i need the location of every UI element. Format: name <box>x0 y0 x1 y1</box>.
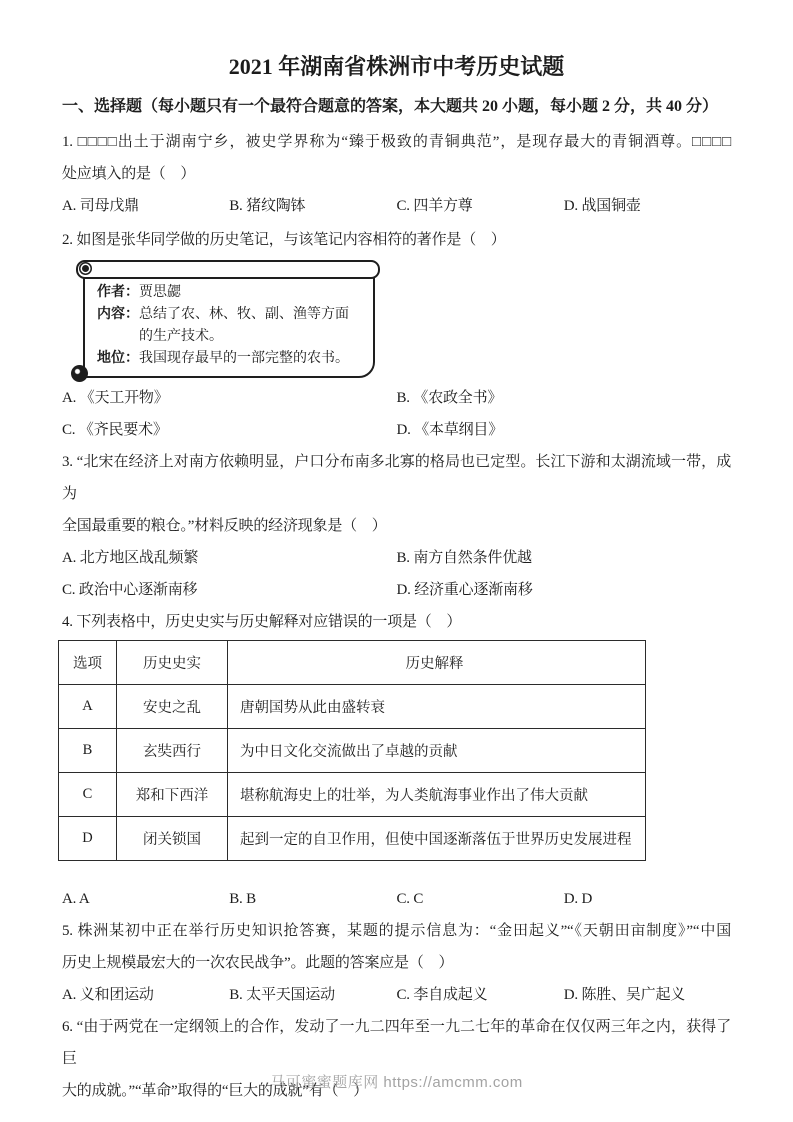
scroll-curl-icon <box>82 265 89 272</box>
question-1-text-line-1: 1. □□□□出土于湖南宁乡，被史学界称为“臻于极致的青铜典范”，是现存最大的青铜酒尊。□□□□ <box>62 134 731 150</box>
watermark-footer: 马可蜜蜜题库网 https://amcmm.com <box>270 1074 523 1091</box>
option-1d: D. 战国铜壶 <box>563 198 641 214</box>
table-header-row <box>59 641 646 685</box>
note-text: 贾思勰 <box>139 285 181 300</box>
question-2 <box>62 224 731 446</box>
option-3d: D. 经济重心逐渐南移 <box>396 582 533 598</box>
table-header-option: 选项 <box>59 641 117 685</box>
table-cell-fact: 安史之乱 <box>117 685 228 729</box>
question-3 <box>62 446 731 606</box>
question-5 <box>62 915 731 1011</box>
question-5-text-line-1: 5. 株洲某初中正在举行历史知识抢答赛，某题的提示信息为：“金田起义”“《天朝田亩制度》”“中国 <box>62 923 731 939</box>
question-3-options <box>62 542 731 606</box>
option-3b: B. 南方自然条件优越 <box>396 550 532 566</box>
question-3-text-line-2: 全国最重要的粮仓。”材料反映的经济现象是（ ） <box>62 518 387 534</box>
note-label: 地位： <box>97 351 139 366</box>
option-2c: C. 《齐民要术》 <box>62 422 168 438</box>
table-cell-fact: 闭关锁国 <box>117 817 228 861</box>
question-2-text-line-1: 2. 如图是张华同学做的历史笔记，与该笔记内容相符的著作是（ ） <box>62 232 506 248</box>
option-5d: D. 陈胜、吴广起义 <box>563 987 686 1003</box>
option-1c: C. 四羊方尊 <box>396 198 473 214</box>
note-line-content <box>97 304 365 326</box>
note-text: 的生产技术。 <box>139 329 223 344</box>
table-row-b <box>59 729 646 773</box>
option-5a: A. 义和团运动 <box>62 987 154 1003</box>
option-5b: B. 太平天国运动 <box>229 987 335 1003</box>
question-4 <box>62 606 731 915</box>
table-cell-fact: 郑和下西洋 <box>117 773 228 817</box>
note-label: 内容： <box>97 307 139 322</box>
option-2d: D. 《本草纲目》 <box>396 422 504 438</box>
note-line-content-2 <box>97 326 365 348</box>
question-5-options <box>62 979 731 1011</box>
table-cell-interpretation: 为中日文化交流做出了卓越的贡献 <box>228 729 646 773</box>
question-4-text-line-1: 4. 下列表格中，历史史实与历史解释对应错误的一项是（ ） <box>62 614 462 630</box>
option-1b: B. 猪纹陶钵 <box>229 198 306 214</box>
page-title: 2021 年湖南省株洲市中考历史试题 <box>228 54 565 79</box>
question-1-text-line-2: 处应填入的是（ ） <box>62 166 196 182</box>
option-1a: A. 司母戊鼎 <box>62 198 139 214</box>
table-cell-interpretation: 堪称航海史上的壮举，为人类航海事业作出了伟大贡献 <box>228 773 646 817</box>
table-cell-interpretation: 唐朝国势从此由盛转衰 <box>228 685 646 729</box>
question-4-options <box>62 883 731 915</box>
table-cell-option: B <box>59 729 117 773</box>
history-note-figure <box>76 260 398 378</box>
table-header-fact: 历史史实 <box>117 641 228 685</box>
option-4b: B. B <box>229 891 256 907</box>
option-4d: D. D <box>563 891 593 907</box>
question-2-options <box>62 382 731 446</box>
question-5-text-line-2: 历史上规模最宏大的一次农民战争”。此题的答案应是（ ） <box>62 955 454 971</box>
note-text: 我国现存最早的一部完整的农书。 <box>139 351 349 366</box>
table-row-a <box>59 685 646 729</box>
note-line-status <box>97 348 365 370</box>
option-5c: C. 李自成起义 <box>396 987 488 1003</box>
table-cell-option: D <box>59 817 117 861</box>
section-header: 一、选择题（每小题只有一个最符合题意的答案，本大题共 20 小题，每小题 2 分，共 40 分） <box>62 98 719 115</box>
table-header-interpretation: 历史解释 <box>228 641 646 685</box>
note-body <box>83 275 375 378</box>
table-cell-fact: 玄奘西行 <box>117 729 228 773</box>
question-4-table <box>58 640 646 861</box>
question-6 <box>62 1011 731 1107</box>
option-4c: C. C <box>396 891 424 907</box>
note-text: 总结了农、林、牧、副、渔等方面 <box>139 307 349 322</box>
note-label: 作者： <box>97 285 139 300</box>
option-2a: A. 《天工开物》 <box>62 390 169 406</box>
question-3-text-line-1: 3. “北宋在经济上对南方依赖明显，户口分布南多北寡的格局也已定型。长江下游和太湖流域一带，成为 <box>62 454 731 502</box>
table-cell-interpretation: 起到一定的自卫作用，但使中国逐渐落伍于世界历史发展进程 <box>228 817 646 861</box>
table-row-d <box>59 817 646 861</box>
scroll-bottom-curl-icon <box>71 365 88 382</box>
option-3a: A. 北方地区战乱频繁 <box>62 550 199 566</box>
question-1-options <box>62 190 731 222</box>
question-6-text-line-2: 大的成就。”“革命”取得的“巨大的成就”有（ ） <box>62 1083 368 1099</box>
option-2b: B. 《农政全书》 <box>396 390 503 406</box>
table-cell-option: A <box>59 685 117 729</box>
option-4a: A. A <box>62 891 90 907</box>
note-line-author <box>97 282 365 304</box>
question-6-text-line-1: 6. “由于两党在一定纲领上的合作，发动了一九二四年至一九二七年的革命在仅仅两三年之内，获得了巨 <box>62 1019 731 1067</box>
option-3c: C. 政治中心逐渐南移 <box>62 582 198 598</box>
question-1 <box>62 126 731 222</box>
table-cell-option: C <box>59 773 117 817</box>
table-row-c <box>59 773 646 817</box>
scroll-top-roll <box>76 260 380 279</box>
